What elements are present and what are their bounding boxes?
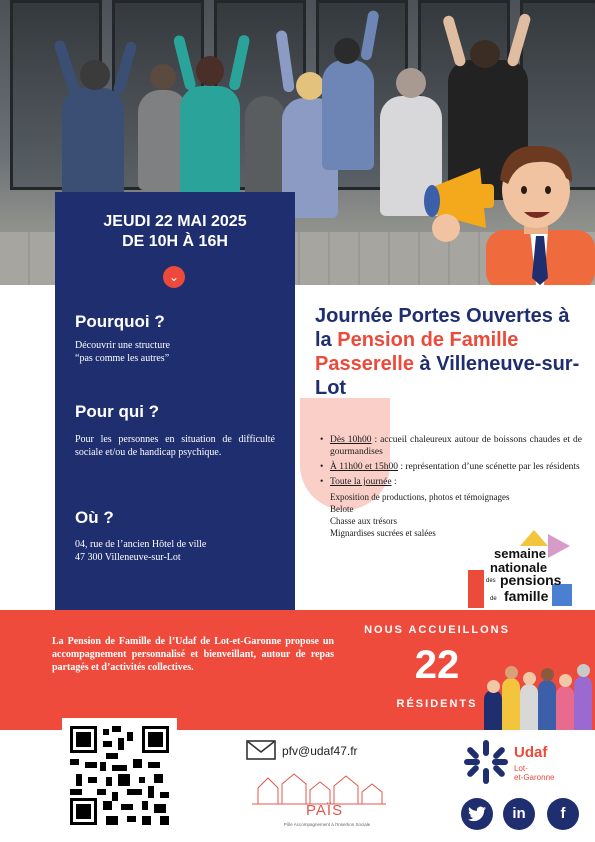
event-hours: DE 10H À 16H	[122, 233, 228, 250]
activity-item: Chasse aux trésors	[330, 516, 397, 526]
info-band	[0, 610, 595, 730]
address: 04, rue de l’ancien Hôtel de ville 47 300 Villeneuve-sur-Lot	[75, 539, 207, 563]
activity-item: Exposition de productions, photos et témoignages	[330, 492, 510, 502]
band-description: La Pension de Famille de l’Udaf de Lot-et-Garonne propose un accompagnement personnalisé et bienveillant, autour de repas partagés et d’activités collectives.	[52, 636, 334, 673]
pais-logo: PAÏS Pôle Accompagnement à l’Insertion Sociale	[248, 770, 388, 836]
mail-icon	[246, 740, 276, 760]
ou-heading: Où ?	[75, 508, 114, 527]
pourquoi-heading: Pourquoi ?	[75, 312, 165, 331]
event-day: JEUDI 22 MAI 2025	[103, 213, 247, 230]
megaphone-man-illustration	[420, 128, 595, 285]
activity-item: Mignardises sucrées et salées	[330, 528, 436, 538]
facebook-icon[interactable]: f	[547, 798, 579, 830]
residents-label: RÉSIDENTS	[396, 698, 478, 710]
email-link[interactable]: pfv@udaf47.fr	[282, 744, 358, 758]
event-date	[55, 212, 295, 252]
pour-qui-text: Pour les personnes en situation de difficulté sociale et/ou de handicap psychique.	[75, 434, 275, 458]
udaf-emblem-icon	[462, 738, 510, 786]
udaf-logo: Udaf Lot- et-Garonne	[462, 738, 572, 790]
activity-item: Belote	[330, 504, 354, 514]
pourquoi-text: Découvrir une structure “pas comme les autres”	[75, 340, 170, 364]
welcome-label: NOUS ACCUEILLONS	[364, 624, 510, 636]
qr-code[interactable]	[62, 718, 177, 842]
title-accent: Pension de Famille Passerelle	[315, 329, 519, 375]
residents-count: 22	[414, 643, 460, 687]
semaine-nationale-logo: semaine nationale des pensions de famille	[468, 530, 588, 610]
qr-code-icon	[70, 726, 169, 825]
residents-illustration	[482, 658, 595, 730]
program-item: • Dès 10h00 : accueil chaleureux autour de boissons chaudes et de gourmandises	[320, 434, 582, 458]
info-panel	[55, 192, 295, 610]
twitter-bird-icon	[468, 806, 486, 822]
program-item: • À 11h00 et 15h00 : représentation d’une scénette par les résidents	[320, 461, 582, 473]
program-item: • Toute la journée :	[320, 476, 582, 488]
program-list	[320, 434, 582, 539]
page-title: Journée Portes Ouvertes à la Pension de Famille Passerelle à Villeneuve-sur-Lot	[315, 305, 580, 399]
twitter-icon[interactable]	[461, 798, 493, 830]
chevron-down-icon: ⌄	[163, 266, 185, 288]
pour-qui-heading: Pour qui ?	[75, 402, 160, 421]
linkedin-icon[interactable]: in	[503, 798, 535, 830]
